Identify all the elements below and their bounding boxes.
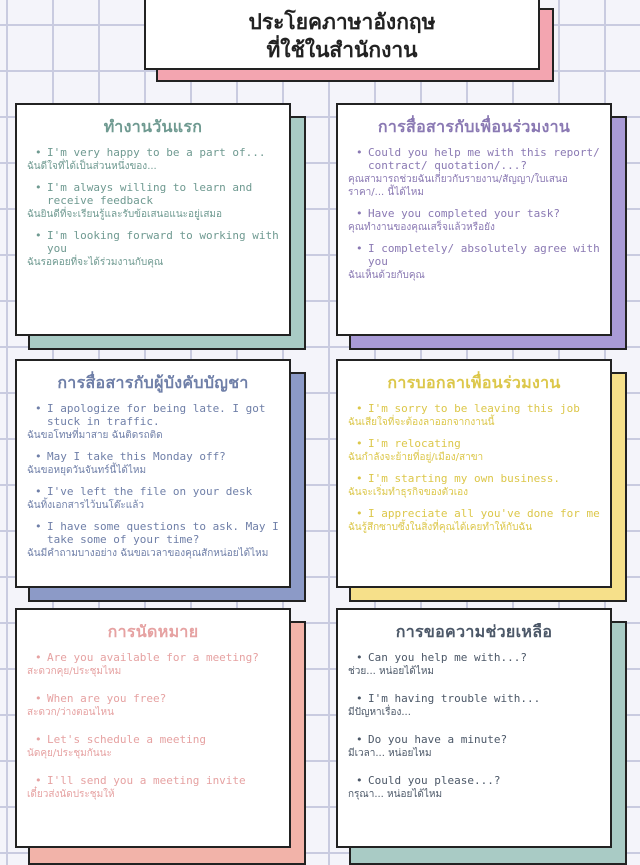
bullet-icon: • <box>356 733 363 746</box>
phrase-th: ฉันเสียใจที่จะต้องลาออกจากงานนี้ <box>348 417 495 428</box>
phrase-th: ฉันกำลังจะย้ายที่อยู่/เมือง/สาขา <box>348 452 484 463</box>
bullet-icon: • <box>356 774 363 787</box>
phrase-en: I'm having trouble with... <box>368 692 541 705</box>
phrase-th: ฉันขอหยุดวันจันทร์นี้ได้ไหม <box>27 465 147 476</box>
page-title-line-1: ประโยคภาษาอังกฤษ <box>248 10 436 34</box>
farewell-card <box>336 359 612 588</box>
list-item <box>17 146 289 173</box>
asking-help-title: การขอความช่วยเหลือ <box>395 622 553 641</box>
list-item <box>338 733 610 760</box>
list-item <box>17 229 289 269</box>
bullet-icon: • <box>35 181 42 194</box>
phrase-en: Can you help me with...? <box>368 651 527 664</box>
phrase-en: I'm sorry to be leaving this job <box>368 402 580 415</box>
phrase-en: I'm starting my own business. <box>368 472 561 485</box>
phrase-en: I'm always willing to learn and receive feedback <box>47 181 253 207</box>
bullet-icon: • <box>35 651 42 664</box>
bullet-icon: • <box>35 774 42 787</box>
bullet-icon: • <box>356 507 363 520</box>
bullet-icon: • <box>35 402 42 415</box>
phrase-th: เดี๋ยวส่งนัดประชุมให้ <box>27 789 115 800</box>
phrase-en: I'm relocating <box>368 437 461 450</box>
phrase-th: นัดคุย/ประชุมกันนะ <box>27 748 112 759</box>
phrase-en: Have you completed your task? <box>368 207 561 220</box>
list-item <box>338 242 610 282</box>
phrase-en: Are you available for a meeting? <box>47 651 259 664</box>
phrase-th: สะดวก/ว่างตอนไหน <box>27 707 114 718</box>
list-item <box>338 774 610 801</box>
phrase-en: I have some questions to ask. May I take some of your time? <box>47 520 279 546</box>
supervisor-card <box>15 359 291 588</box>
appointment-card <box>15 608 291 848</box>
bullet-icon: • <box>356 692 363 705</box>
bullet-icon: • <box>35 692 42 705</box>
bullet-icon: • <box>356 437 363 450</box>
list-item <box>17 450 289 477</box>
phrase-en: I'm very happy to be a part of... <box>47 146 266 159</box>
phrase-th: ฉันยินดีที่จะเรียนรู้และรับข้อเสนอแนะอยู่เสมอ <box>27 209 223 220</box>
supervisor-title: การสื่อสารกับผู้บังคับบัญชา <box>57 373 249 392</box>
phrase-th: ฉันรู้สึกซาบซึ้งในสิ่งที่คุณได้เคยทำให้กับฉัน <box>348 522 533 533</box>
list-item <box>338 146 610 199</box>
phrase-en: I'll send you a meeting invite <box>47 774 246 787</box>
bullet-icon: • <box>35 450 42 463</box>
bullet-icon: • <box>35 146 42 159</box>
farewell-title: การบอกลาเพื่อนร่วมงาน <box>387 373 561 392</box>
phrase-en: Do you have a minute? <box>368 733 508 746</box>
list-item <box>17 692 289 719</box>
phrase-en: May I take this Monday off? <box>47 450 226 463</box>
colleagues-title: การสื่อสารกับเพื่อนร่วมงาน <box>377 117 571 136</box>
bullet-icon: • <box>356 207 363 220</box>
phrase-th: ฉันจะเริ่มทำธุรกิจของตัวเอง <box>348 487 468 498</box>
list-item <box>17 485 289 512</box>
phrase-th: ช่วย... หน่อยได้ไหม <box>348 666 435 677</box>
colleagues-card <box>336 103 612 336</box>
bullet-icon: • <box>356 146 363 159</box>
list-item <box>17 520 289 560</box>
phrase-th: ฉันเห็นด้วยกับคุณ <box>348 270 425 281</box>
phrase-en: I appreciate all you've done for me <box>368 507 600 520</box>
appointment-title: การนัดหมาย <box>107 622 199 641</box>
page-title-line-2: ที่ใช้ในสำนักงาน <box>266 38 418 62</box>
bullet-icon: • <box>35 733 42 746</box>
bullet-icon: • <box>356 242 363 255</box>
phrase-th: ฉันรอคอยที่จะได้ร่วมงานกับคุณ <box>27 257 164 268</box>
phrase-en: Could you help me with this report/ contract/ quotation/...? <box>368 146 600 172</box>
phrase-th: กรุณา... หน่อยได้ไหม <box>348 789 443 800</box>
bullet-icon: • <box>35 520 42 533</box>
list-item <box>17 774 289 801</box>
list-item <box>17 181 289 221</box>
phrase-th: ฉันขอโทษที่มาสาย ฉันติดรถติด <box>27 430 163 441</box>
phrase-en: I'm looking forward to working with you <box>47 229 279 255</box>
phrase-th: คุณสามารถช่วยฉันเกี่ยวกับรายงาน/สัญญา/ใบเสนอราคา/... นี้ได้ไหม <box>348 174 568 198</box>
phrase-en: Could you please...? <box>368 774 501 787</box>
list-item <box>17 402 289 442</box>
phrase-th: สะดวกคุย/ประชุมไหม <box>27 666 122 677</box>
bullet-icon: • <box>35 485 42 498</box>
list-item <box>338 472 610 499</box>
list-item <box>338 507 610 534</box>
first-day-title: ทำงานวันแรก <box>103 117 203 136</box>
phrase-th: มีเวลา... หน่อยไหม <box>348 748 432 759</box>
list-item <box>338 402 610 429</box>
list-item <box>17 733 289 760</box>
phrase-en: When are you free? <box>47 692 167 705</box>
phrase-en: Let's schedule a meeting <box>47 733 206 746</box>
list-item <box>17 651 289 678</box>
list-item <box>338 692 610 719</box>
phrase-en: I apologize for being late. I got stuck in traffic. <box>47 402 266 428</box>
bullet-icon: • <box>35 229 42 242</box>
title-card <box>144 0 540 70</box>
phrase-en: I completely/ absolutely agree with you <box>368 242 600 268</box>
bullet-icon: • <box>356 472 363 485</box>
bullet-icon: • <box>356 651 363 664</box>
phrase-en: I've left the file on your desk <box>47 485 253 498</box>
list-item <box>338 651 610 678</box>
phrase-th: ฉันมีคำถามบางอย่าง ฉันขอเวลาของคุณสักหน่อยได้ไหม <box>27 548 269 559</box>
phrase-th: ฉันดีใจที่ได้เป็นส่วนหนึ่งของ... <box>27 161 157 172</box>
list-item <box>338 207 610 234</box>
first-day-card <box>15 103 291 336</box>
phrase-th: คุณทำงานของคุณเสร็จแล้วหรือยัง <box>348 222 495 233</box>
phrase-th: ฉันทิ้งเอกสารไว้บนโต๊ะแล้ว <box>27 500 144 511</box>
asking-help-card <box>336 608 612 848</box>
list-item <box>338 437 610 464</box>
phrase-th: มีปัญหาเรื่อง... <box>348 707 411 718</box>
bullet-icon: • <box>356 402 363 415</box>
